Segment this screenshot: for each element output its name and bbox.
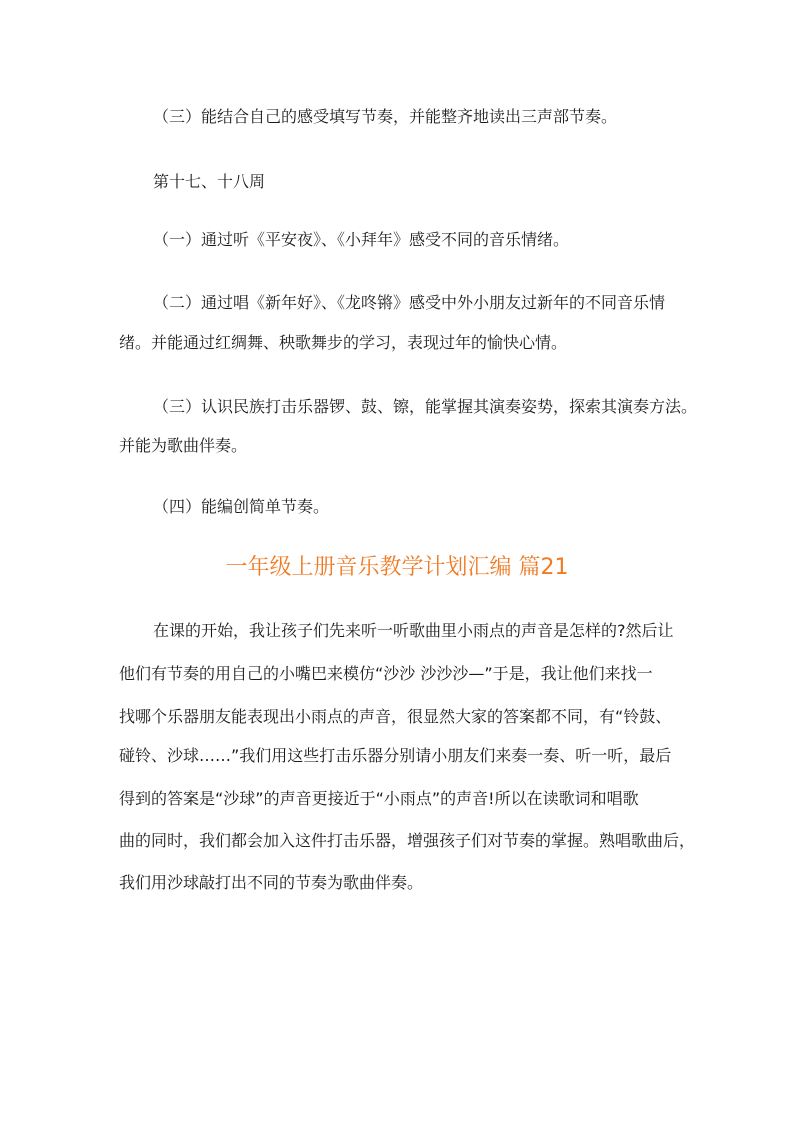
- week-objective-4: （四）能编创简单节奏。: [153, 497, 330, 516]
- article-paragraph-line: 得到的答案是“沙球”的声音更接近于“小雨点”的声音!所以在读歌词和唱歌: [119, 789, 639, 808]
- article-heading: 一年级上册音乐教学计划汇编 篇21: [225, 555, 569, 580]
- week-title: 第十七、十八周: [153, 172, 266, 191]
- objective-3-rhythm: （三）能结合自己的感受填写节奏，并能整齐地读出三声部节奏。: [153, 107, 618, 126]
- article-paragraph-line: 找哪个乐器朋友能表现出小雨点的声音，很显然大家的答案都不同，有“铃鼓、: [119, 707, 672, 726]
- article-paragraph-line: 碰铃、沙球……”我们用这些打击乐器分别请小朋友们来奏一奏、听一听，最后: [119, 746, 672, 765]
- article-paragraph-line: 曲的同时，我们都会加入这件打击乐器，增强孩子们对节奏的掌握。熟唱歌曲后，: [119, 831, 696, 850]
- week-objective-2-line-1: （二）通过唱《新年好》、《龙咚锵》感受中外小朋友过新年的不同音乐情: [153, 293, 666, 312]
- week-objective-3-line-2: 并能为歌曲伴奏。: [119, 436, 248, 455]
- week-objective-2-line-2: 绪。并能通过红绸舞、秧歌舞步的学习，表现过年的愉快心情。: [119, 333, 568, 352]
- week-objective-1: （一）通过听《平安夜》、《小拜年》感受不同的音乐情绪。: [153, 230, 570, 249]
- article-paragraph-line: 他们有节奏的用自己的小嘴巴来模仿“沙沙 沙沙沙—”于是，我让他们来找一: [119, 664, 653, 683]
- week-objective-3-line-1: （三）认识民族打击乐器锣、鼓、镲，能掌握其演奏姿势，探索其演奏方法。: [153, 397, 698, 416]
- article-paragraph-line: 我们用沙球敲打出不同的节奏为歌曲伴奏。: [119, 873, 424, 892]
- article-paragraph-line: 在课的开始，我让孩子们先来听一听歌曲里小雨点的声音是怎样的?然后让: [153, 621, 674, 640]
